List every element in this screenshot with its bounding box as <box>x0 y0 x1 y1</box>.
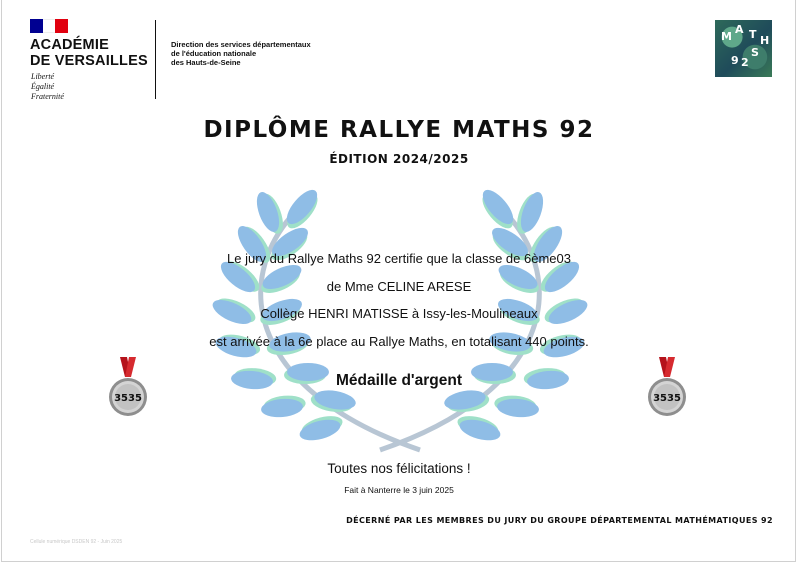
motto-egalite: Égalité <box>31 82 55 91</box>
motto-fraternite: Fraternité <box>31 92 64 101</box>
diploma-edition: ÉDITION 2024/2025 <box>329 152 469 166</box>
department-line1: Direction des services départementaux <box>171 40 311 49</box>
medal-badge-left: 3535 <box>114 393 142 404</box>
department-line2: de l'éducation nationale <box>171 49 257 58</box>
motto-liberte: Liberté <box>31 72 55 81</box>
certify-line: Le jury du Rallye Maths 92 certifie que la classe de 6ème03 <box>227 251 571 266</box>
logo-letter-t: T <box>749 28 757 41</box>
medal-badge-right: 3535 <box>653 393 681 404</box>
department-line3: des Hauts-de-Seine <box>171 58 241 67</box>
teacher-line: de Mme CELINE ARESE <box>326 279 472 294</box>
place-date-text: Fait à Nanterre le 3 juin 2025 <box>344 485 454 495</box>
school-line: Collège HENRI MATISSE à Issy-les-Moulineaux <box>260 306 538 321</box>
maths92-logo <box>715 20 772 77</box>
logo-letter-a: A <box>735 23 744 36</box>
marianne-flag-icon <box>30 19 68 33</box>
credit-text: Cellule numérique DSDEN 92 - Juin 2025 <box>30 539 123 545</box>
academy-name-line2: DE VERSAILLES <box>30 53 148 69</box>
logo-letter-s: S <box>751 46 759 59</box>
academy-name-line1: ACADÉMIE <box>30 37 109 53</box>
jury-footer: DÉCERNÉ PAR LES MEMBRES DU JURY DU GROUPE DÉPARTEMENTAL MATHÉMATIQUES 92 <box>346 516 773 525</box>
silver-medal-icon-left <box>107 357 149 419</box>
logo-letter-2: 2 <box>741 56 749 69</box>
logo-letter-h: H <box>760 34 770 47</box>
logo-letter-9: 9 <box>731 54 739 67</box>
medal-title: Médaille d'argent <box>336 372 462 389</box>
silver-medal-icon-right <box>646 357 688 419</box>
congratulations-text: Toutes nos félicitations ! <box>327 461 471 476</box>
header-divider <box>155 20 156 99</box>
result-line: est arrivée à la 6e place au Rallye Maths, en totalisant 440 points. <box>209 334 589 349</box>
diploma-title: DIPLÔME RALLYE MATHS 92 <box>203 117 595 143</box>
logo-letter-m: M <box>721 30 732 43</box>
